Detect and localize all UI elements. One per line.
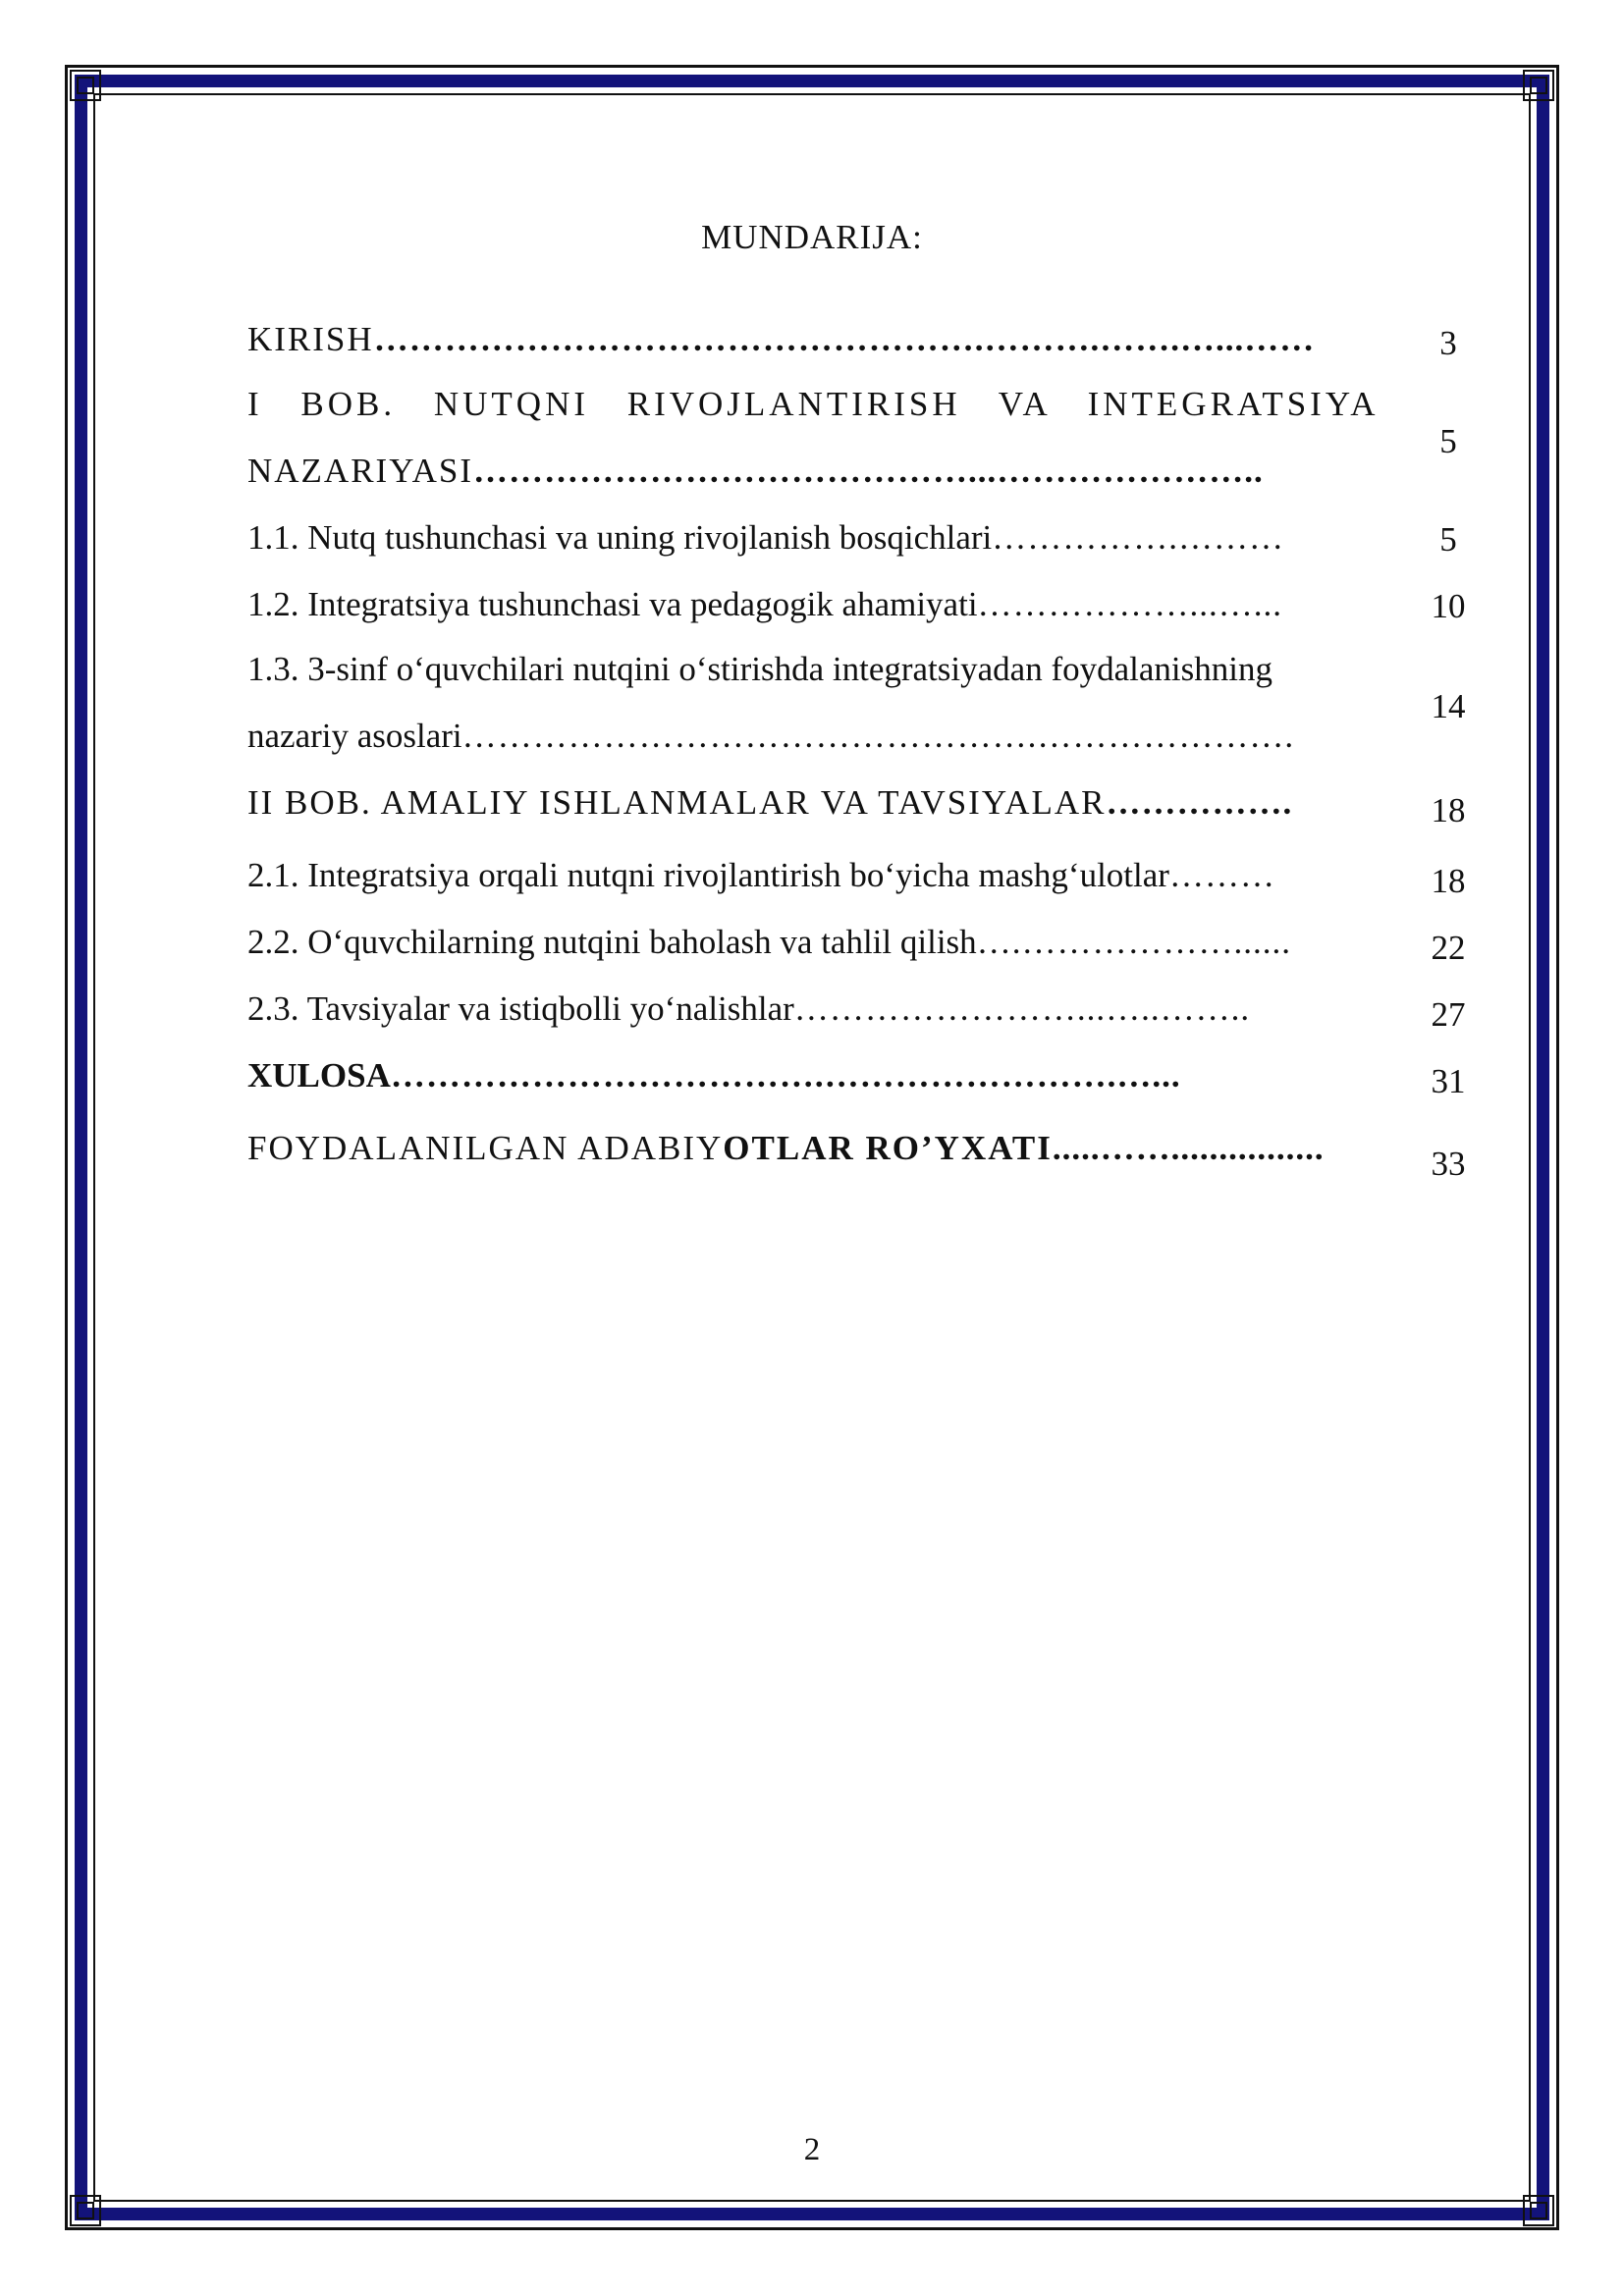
toc-page-number: 5 xyxy=(1439,520,1457,559)
frame-corner-ornament xyxy=(69,2194,102,2227)
toc-leader-dots: ………………………………………….…………………. xyxy=(461,717,1295,755)
toc-page-number: 27 xyxy=(1431,995,1466,1034)
frame-corner-ornament xyxy=(1522,2194,1555,2227)
frame-corner-ornament xyxy=(1522,69,1555,102)
toc-entry-kirish[interactable] xyxy=(247,310,1386,369)
toc-page-number: 33 xyxy=(1431,1145,1466,1183)
toc-entry-2-1[interactable] xyxy=(247,846,1386,905)
page-number: 2 xyxy=(803,2132,821,2167)
toc-entry-chapter-2[interactable] xyxy=(247,774,1386,832)
toc-entry-chapter-1[interactable] xyxy=(247,375,1386,434)
toc-page-number: 18 xyxy=(1431,862,1466,900)
page-title: MUNDARIJA: xyxy=(701,218,923,256)
toc-entry-1-3-cont[interactable] xyxy=(247,707,1386,766)
toc-page-number: 22 xyxy=(1431,929,1466,967)
toc-entry-1-1[interactable] xyxy=(247,508,1386,567)
frame-corner-ornament xyxy=(69,69,102,102)
toc-page-number: 5 xyxy=(1439,422,1457,460)
toc-entry-xulosa[interactable] xyxy=(247,1046,1386,1105)
toc-entry-label: KIRISH xyxy=(247,320,374,358)
toc-leader-dots: ……… xyxy=(1168,856,1275,894)
toc-leader-dots: …………………………………………….……….…….…...…… xyxy=(373,320,1316,358)
toc-leader-dots: ….………………...... xyxy=(976,923,1291,961)
toc-entry-2-2[interactable] xyxy=(247,913,1386,972)
toc-leader-dots: .....……................ xyxy=(1052,1129,1325,1167)
toc-page-number: 10 xyxy=(1431,587,1466,625)
toc-entry-label: 2.2. O‘quvchilarning nutqini baholash va tahlil qilish xyxy=(247,923,977,961)
toc-leader-dots: ……………………………………...………………….. xyxy=(473,452,1264,490)
toc-page-number: 3 xyxy=(1439,324,1457,362)
toc-entry-1-2[interactable] xyxy=(247,575,1386,634)
toc-entry-label: 1.1. Nutq tushunchasi va uning rivojlanish bosqichlari xyxy=(247,518,993,557)
toc-page-number: 14 xyxy=(1431,687,1466,725)
toc-entry-label: II BOB. AMALIY ISHLANMALAR VA TAVSIYALAR xyxy=(247,783,1107,822)
toc-entry-label-bold: OTLAR RO’YXATI xyxy=(723,1129,1053,1167)
toc-entry-label: FOYDALANILGAN ADABIY xyxy=(247,1129,724,1167)
toc-leader-dots: …………….……… xyxy=(992,518,1284,557)
toc-leader-dots: ………………...…... xyxy=(977,585,1283,623)
toc-entry-label: 2.3. Tavsiyalar va istiqbolli yo‘nalishlar xyxy=(247,989,794,1028)
toc-entry-label: XULOSA xyxy=(247,1056,391,1095)
toc-entry-label: I BOB. NUTQNI RIVOJLANTIRISH VA INTEGRATSIYA xyxy=(247,385,1380,423)
toc-leader-dots: ……………. xyxy=(1106,783,1293,822)
toc-entry-label: 1.2. Integratsiya tushunchasi va pedagogik ahamiyati xyxy=(247,585,978,623)
toc-entry-1-3[interactable] xyxy=(247,640,1386,699)
toc-entry-references[interactable] xyxy=(247,1119,1386,1178)
toc-entry-chapter-1-cont[interactable] xyxy=(247,442,1386,501)
toc-leader-dots: ……………………...…..…….. xyxy=(793,989,1251,1028)
toc-entry-label: nazariy asoslari xyxy=(247,717,462,755)
toc-page-number: 31 xyxy=(1431,1062,1466,1100)
toc-page-number: 18 xyxy=(1431,791,1466,829)
toc-leader-dots: ……………………………….…………………….…... xyxy=(390,1056,1181,1095)
toc-entry-label: NAZARIYASI xyxy=(247,452,473,490)
toc-entry-label: 1.3. 3-sinf o‘quvchilari nutqini o‘stirishda integratsiyadan foydalanishning xyxy=(247,650,1272,688)
toc-entry-2-3[interactable] xyxy=(247,980,1386,1039)
toc-entry-label: 2.1. Integratsiya orqali nutqni rivojlantirish bo‘yicha mashg‘ulotlar xyxy=(247,856,1169,894)
